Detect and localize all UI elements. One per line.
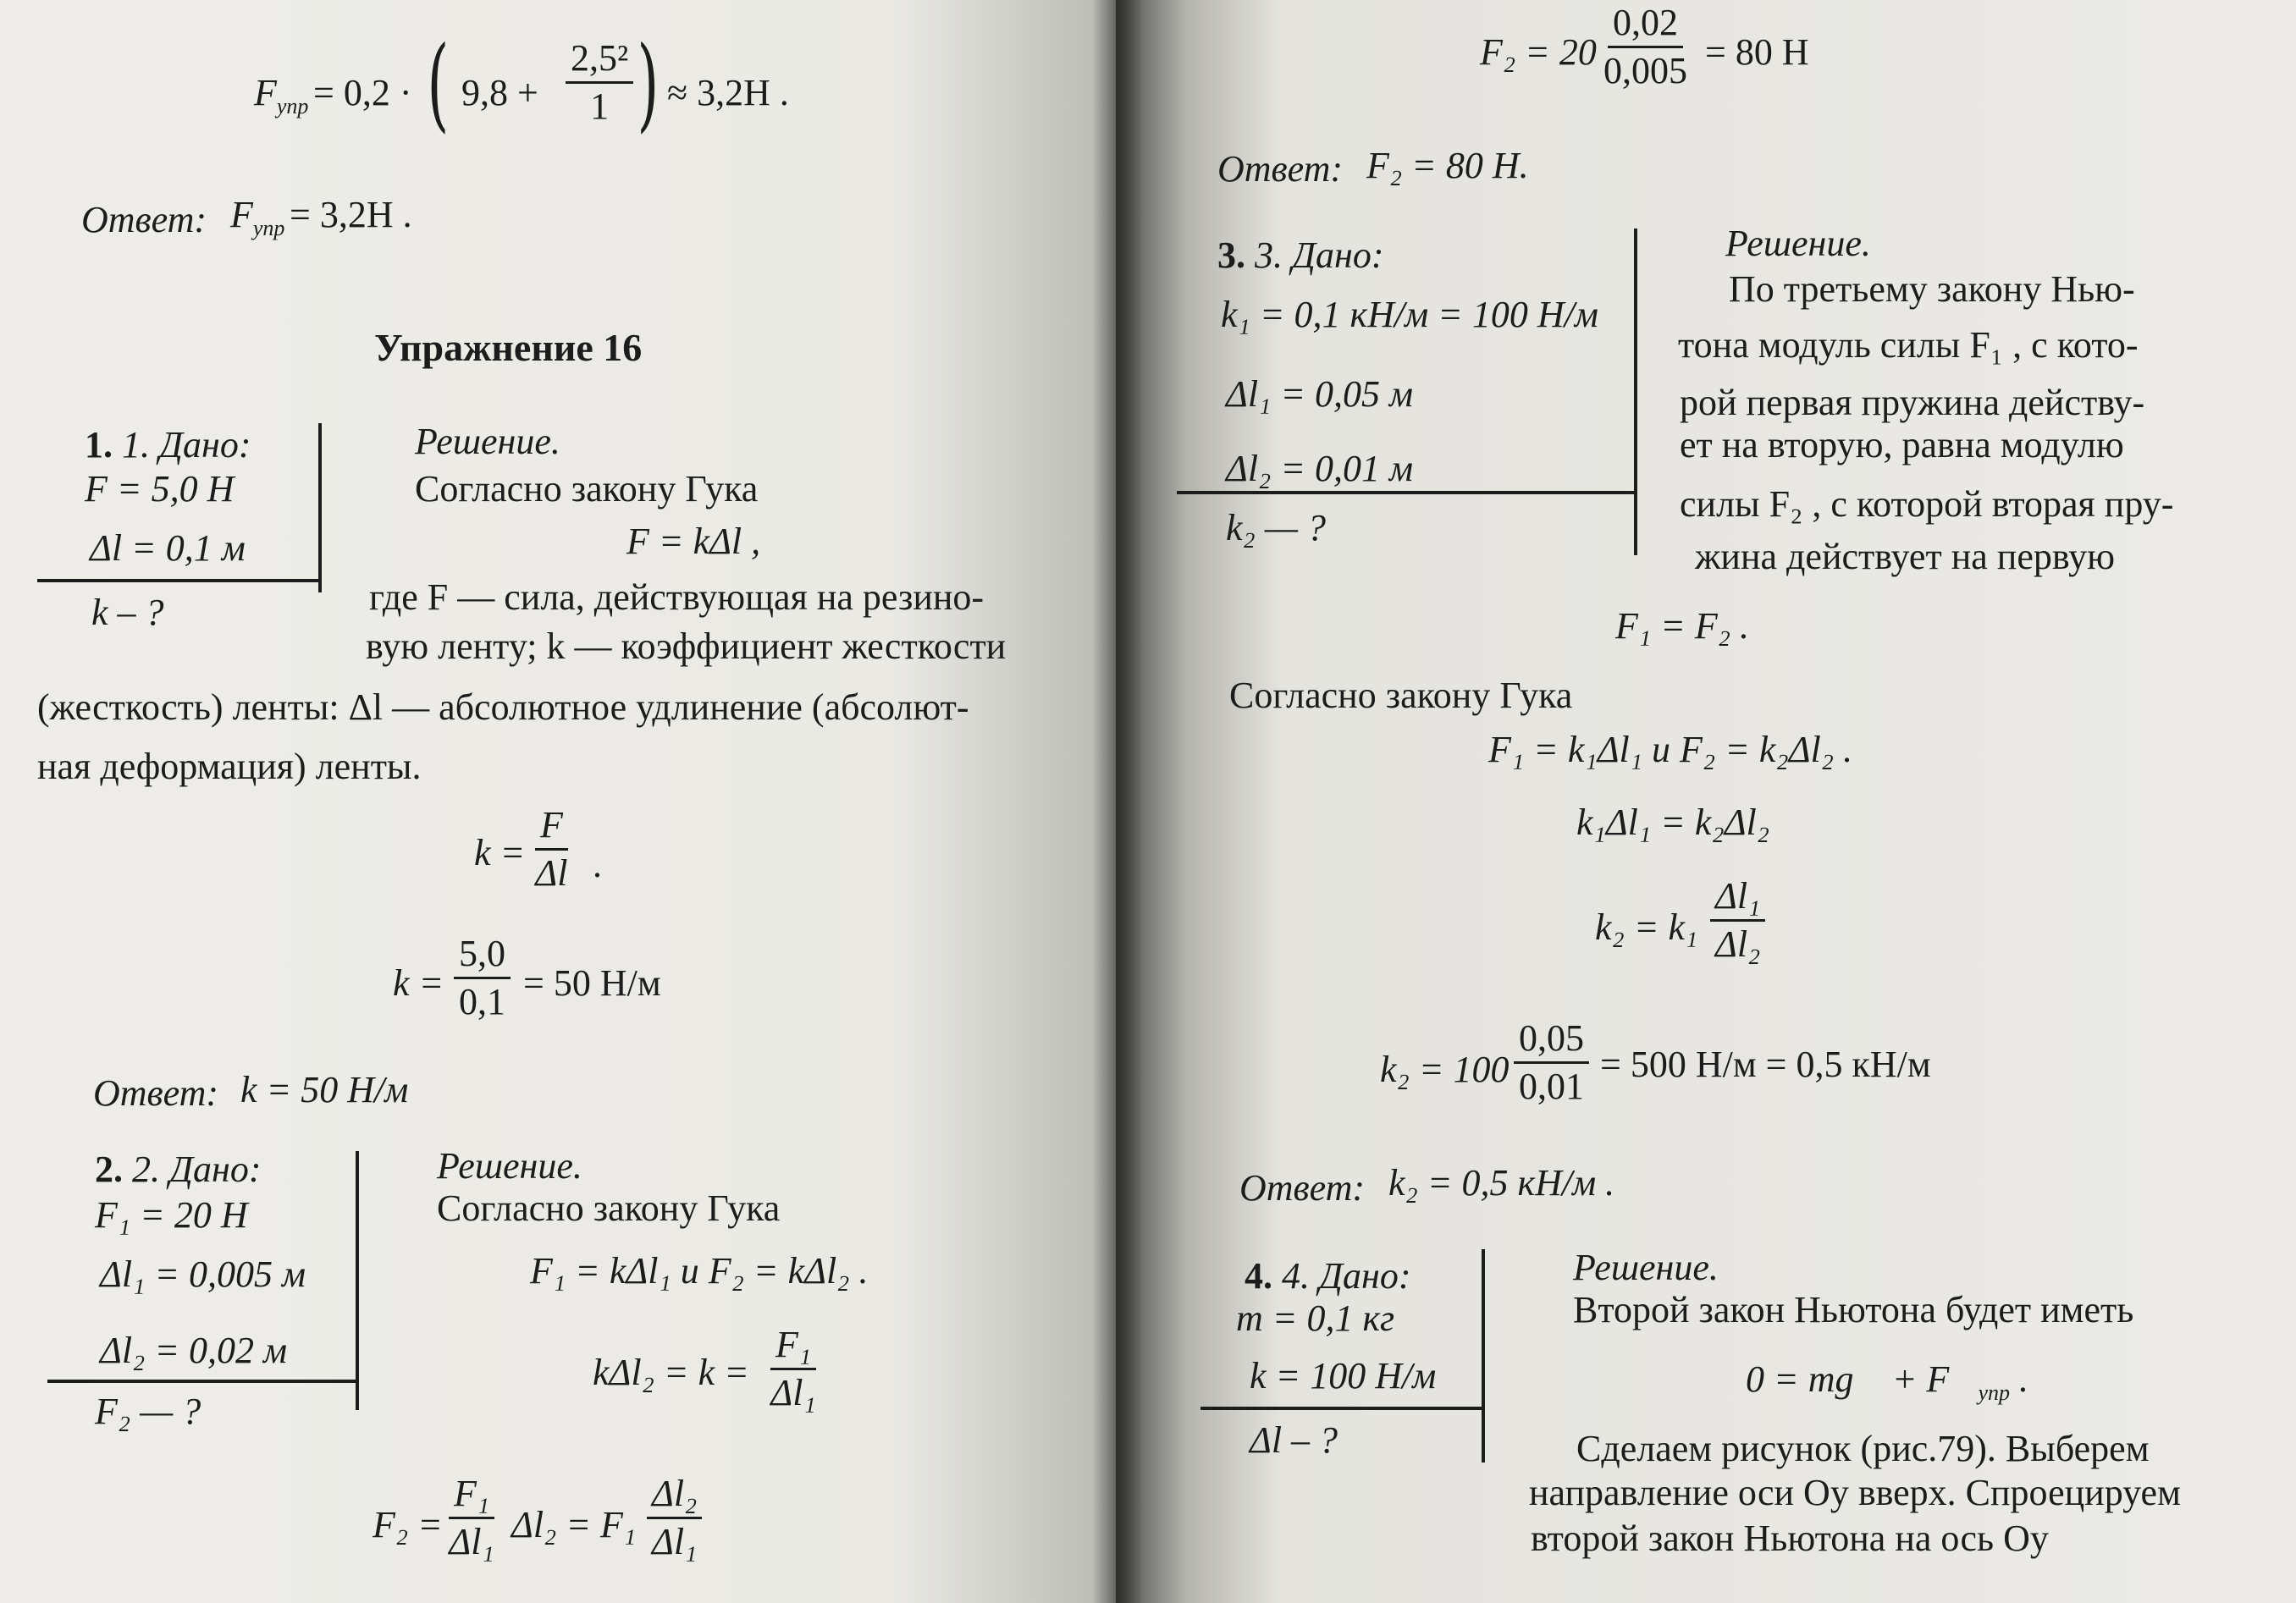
answer-text: $F_{упр}$ — [230, 194, 285, 240]
answer-text: = 3,2Н . — [290, 194, 412, 235]
text-line: Согласно закону Гука — [1229, 675, 1573, 716]
text-line: Согласно закону Гука — [437, 1187, 781, 1229]
find-value: k₂ — ? — [1226, 507, 1326, 548]
formula: = 50 Н/м — [523, 962, 661, 1004]
solution-label: Решение. — [1573, 1247, 1719, 1288]
paren-close: ) — [637, 25, 660, 143]
given-underline — [1200, 1407, 1485, 1410]
given-value: Δl₁ = 0,05 м — [1226, 373, 1414, 415]
answer-label: Ответ: — [1239, 1167, 1366, 1209]
formula: = 80 Н — [1705, 31, 1809, 73]
find-value: k – ? — [91, 592, 164, 633]
formula-f-label: $F_{упр}$ — [254, 72, 309, 118]
given-value: F₁ = 20 Н — [95, 1194, 248, 1236]
formula-text: ≈ 3,2Н . — [667, 72, 789, 113]
formula: F₂ = 20 — [1480, 31, 1597, 73]
formula-fraction: $\frac{F}{\Delta l}$ — [535, 804, 568, 895]
formula: F = kΔl , — [626, 521, 761, 562]
text-line: Согласно закону Гука — [415, 468, 759, 510]
right-page — [1116, 0, 2296, 1603]
text-line: рой первая пружина действу- — [1680, 382, 2145, 423]
text-line: жина действует на первую — [1695, 536, 2115, 577]
formula: F₁ = F₂ . — [1615, 605, 1750, 647]
answer-text: k = 50 Н/м — [240, 1069, 409, 1110]
given-divider — [356, 1151, 359, 1410]
given-label: 3. 3. Дано: — [1217, 234, 1384, 276]
formula-text: 9,8 + — [461, 72, 538, 113]
answer-text: k₂ = 0,5 кН/м . — [1388, 1162, 1615, 1204]
given-label: 4. 4. Дано: — [1245, 1255, 1411, 1297]
answer-label: Ответ: — [1217, 148, 1344, 190]
book-spine-shadow — [1092, 0, 1143, 1603]
text-line: ная деформация) ленты. — [37, 746, 422, 787]
text-line: Сделаем рисунок (рис.79). Выберем — [1576, 1428, 2150, 1469]
text-line: где F — сила, действующая на резино- — [369, 576, 985, 618]
text-line: вую ленту; k — коэффициент жесткости — [366, 625, 1007, 667]
given-divider — [1634, 229, 1637, 555]
text-line: тона модуль силы F₁ , с кото- — [1678, 324, 2139, 366]
formula: 0 = mg⃗ + $F⃗_{упр}$ . — [1746, 1358, 2029, 1405]
given-divider — [1482, 1249, 1485, 1463]
formula: k₂ = k₁ — [1595, 906, 1698, 948]
formula-fraction: $\frac{\text{Δl₂}}{\text{Δl₁}}$ — [647, 1474, 702, 1562]
answer-text: F₂ = 80 Н. — [1366, 145, 1529, 186]
answer-label: Ответ: — [93, 1072, 219, 1114]
given-value: k₁ = 0,1 кН/м = 100 Н/м — [1221, 294, 1598, 335]
formula: F₂ = — [373, 1504, 443, 1545]
given-value: Δl₂ = 0,01 м — [1226, 448, 1414, 489]
text-line: направление оси Oy вверх. Спроецируем — [1529, 1472, 2181, 1513]
given-underline — [47, 1380, 359, 1383]
solution-label: Решение. — [1725, 223, 1871, 264]
given-value: k = 100 Н/м — [1250, 1355, 1437, 1396]
paren-open: ( — [427, 25, 450, 143]
given-value: F = 5,0 Н — [85, 468, 235, 510]
text-line: (жесткость) ленты: Δl — абсолютное удлинение (абсолют- — [37, 686, 969, 728]
given-value: Δl = 0,1 м — [90, 527, 246, 569]
formula: k = — [474, 832, 526, 873]
given-value: Δl₁ = 0,005 м — [100, 1253, 306, 1295]
formula: Δl₂ = F₁ — [511, 1504, 637, 1545]
formula-fraction: $\frac{\text{F₁}}{\text{Δl₁}}$ — [449, 1473, 494, 1563]
text-line: Второй закон Ньютона будет иметь — [1573, 1289, 2134, 1330]
text-line: ет на вторую, равна модулю — [1680, 424, 2124, 465]
formula: k₂ = 100 — [1380, 1049, 1510, 1090]
given-underline — [1177, 491, 1637, 494]
find-value: Δl – ? — [1250, 1419, 1338, 1461]
given-value: m = 0,1 кг — [1236, 1297, 1395, 1339]
formula: . — [593, 844, 602, 885]
left-page — [0, 0, 1116, 1603]
text-line: второй закон Ньютона на ось Oy — [1531, 1518, 2049, 1559]
formula: = 500 Н/м = 0,5 кН/м — [1600, 1044, 1931, 1085]
given-underline — [37, 579, 322, 582]
given-value: Δl₂ = 0,02 м — [100, 1330, 288, 1371]
find-value: F₂ — ? — [95, 1391, 201, 1432]
formula-text: = 0,2 · — [313, 72, 412, 113]
solution-label: Решение. — [415, 421, 560, 462]
solution-label: Решение. — [437, 1145, 582, 1187]
given-label: 1. 1. Дано: — [85, 424, 251, 465]
formula-fraction: $\frac{0,05}{0,01}$ — [1514, 1019, 1589, 1106]
answer-label: Ответ: — [81, 199, 207, 240]
formula: kΔl₂ = k = — [593, 1352, 749, 1393]
text-line: По третьему закону Нью- — [1729, 268, 2135, 310]
formula-fraction: $\frac{\text{Δl₁}}{\text{Δl₂}}$ — [1710, 877, 1765, 964]
text-line: силы F₂ , с которой вторая пру- — [1680, 483, 2174, 525]
formula: k₁Δl₁ = k₂Δl₂ — [1576, 802, 1770, 843]
formula: F₁ = kΔl₁ и F₂ = kΔl₂ . — [530, 1250, 869, 1292]
exercise-title: Упражнение 16 — [374, 326, 643, 369]
formula-fraction: $\frac{0,02}{0,005}$ — [1603, 2, 1687, 92]
given-divider — [318, 423, 322, 592]
formula: F₁ = k₁Δl₁ и F₂ = k₂Δl₂ . — [1488, 729, 1853, 770]
formula-fraction: $\frac{\text{2,5²}}{1}$ — [566, 39, 633, 126]
formula-fraction: $\frac{\text{F₁}}{\text{Δl₁}}$ — [770, 1324, 816, 1414]
formula: k = — [393, 962, 444, 1004]
formula-fraction: $\frac{5,0}{0,1}$ — [454, 934, 511, 1022]
given-label: 2. 2. Дано: — [95, 1149, 262, 1190]
